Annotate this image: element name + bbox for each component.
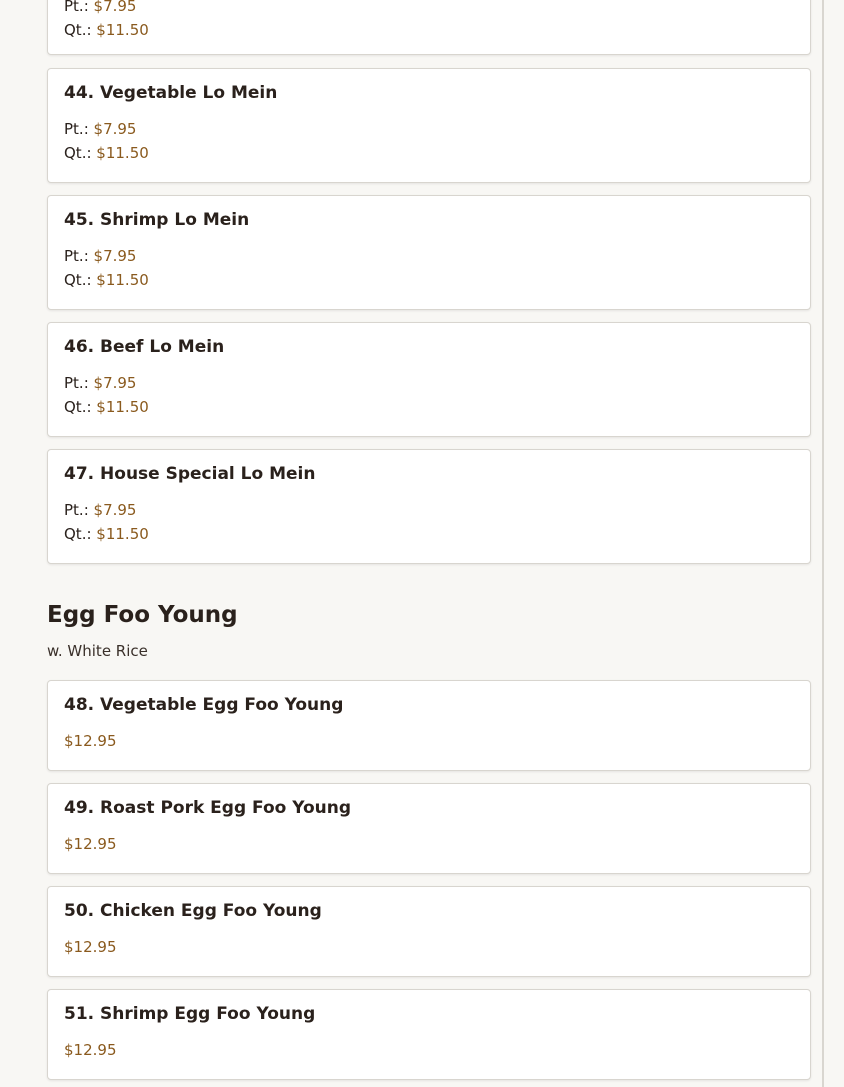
quart-price-line <box>64 271 149 289</box>
pint-price: $7.95 <box>93 120 137 138</box>
menu-item-price: $12.95 <box>64 835 117 853</box>
menu-item-card[interactable] <box>47 68 811 183</box>
menu-item-card[interactable] <box>47 322 811 437</box>
quart-price-line <box>64 21 149 39</box>
menu-item-name: 44. Vegetable Lo Mein <box>64 83 278 103</box>
pint-price: $7.95 <box>93 247 137 265</box>
pint-price: $7.95 <box>93 0 137 15</box>
quart-label: Qt.: <box>64 144 92 162</box>
menu-item-price-line <box>64 1041 117 1059</box>
menu-item-card[interactable] <box>47 680 811 771</box>
pint-label: Pt.: <box>64 0 89 15</box>
pint-price-line <box>64 120 136 138</box>
pint-label: Pt.: <box>64 501 89 519</box>
quart-price-line <box>64 144 149 162</box>
menu-item-price: $12.95 <box>64 1041 117 1059</box>
quart-label: Qt.: <box>64 398 92 416</box>
menu-item-name: 45. Shrimp Lo Mein <box>64 210 250 230</box>
menu-item-card[interactable] <box>47 449 811 564</box>
pint-price-line <box>64 501 136 519</box>
menu-item-price-line <box>64 835 117 853</box>
menu-item-name: 47. House Special Lo Mein <box>64 464 316 484</box>
menu-item-card[interactable] <box>47 783 811 874</box>
pint-price-line <box>64 0 136 15</box>
menu-item-price: $12.95 <box>64 732 117 750</box>
menu-item-name: 51. Shrimp Egg Foo Young <box>64 1004 316 1024</box>
quart-price-line <box>64 398 149 416</box>
menu-item-card[interactable] <box>47 989 811 1080</box>
pint-label: Pt.: <box>64 120 89 138</box>
quart-label: Qt.: <box>64 21 92 39</box>
section-description: w. White Rice <box>47 642 148 660</box>
menu-item-name: 49. Roast Pork Egg Foo Young <box>64 798 352 818</box>
pint-label: Pt.: <box>64 374 89 392</box>
menu-item-price-line <box>64 938 117 956</box>
pint-price-line <box>64 247 136 265</box>
quart-price: $11.50 <box>96 398 149 416</box>
menu-item-card[interactable] <box>47 0 811 55</box>
pint-label: Pt.: <box>64 247 89 265</box>
menu-item-price-line <box>64 732 117 750</box>
pint-price-line <box>64 374 136 392</box>
quart-label: Qt.: <box>64 271 92 289</box>
menu-item-name: 46. Beef Lo Mein <box>64 337 225 357</box>
section-title: Egg Foo Young <box>47 602 238 628</box>
pint-price: $7.95 <box>93 501 137 519</box>
menu-item-name: 50. Chicken Egg Foo Young <box>64 901 322 921</box>
scroll-edge-divider <box>822 0 824 1087</box>
menu-item-price: $12.95 <box>64 938 117 956</box>
quart-price-line <box>64 525 149 543</box>
menu-item-card[interactable] <box>47 886 811 977</box>
pint-price: $7.95 <box>93 374 137 392</box>
quart-price: $11.50 <box>96 21 149 39</box>
quart-price: $11.50 <box>96 271 149 289</box>
menu-item-name: 48. Vegetable Egg Foo Young <box>64 695 344 715</box>
quart-price: $11.50 <box>96 144 149 162</box>
quart-label: Qt.: <box>64 525 92 543</box>
quart-price: $11.50 <box>96 525 149 543</box>
menu-item-card[interactable] <box>47 195 811 310</box>
